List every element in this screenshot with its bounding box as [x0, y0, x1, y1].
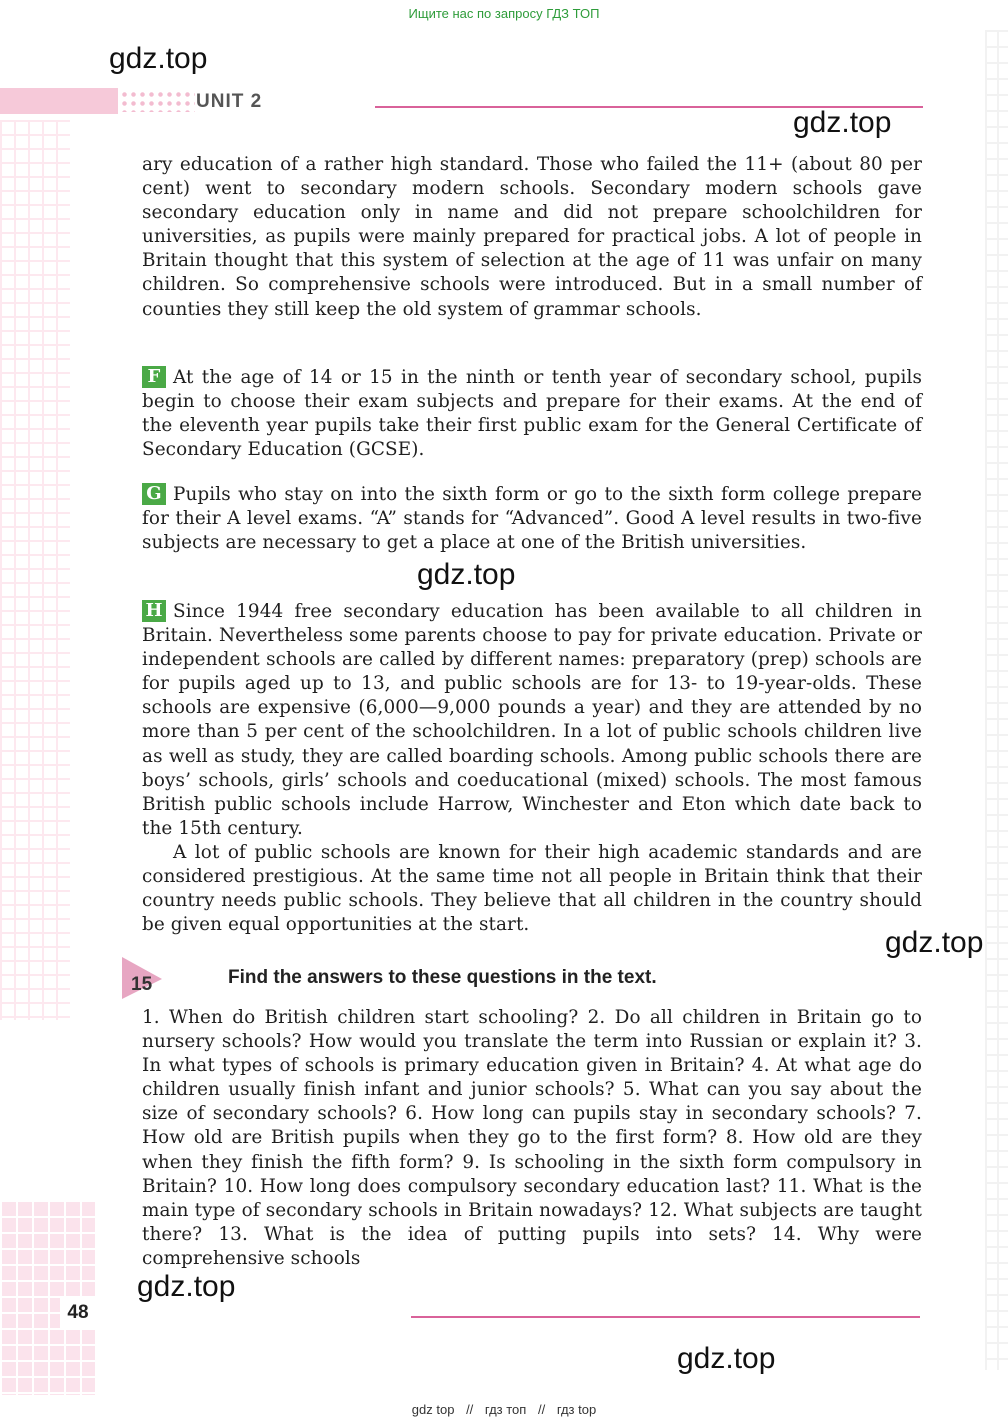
separator: // — [537, 1402, 546, 1417]
bottom-links — [0, 1402, 1008, 1417]
bottom-link[interactable]: gdz top — [411, 1402, 455, 1417]
exercise-questions — [142, 1006, 922, 1271]
exercise-number-badge — [122, 957, 162, 999]
section-letter-badge: H — [142, 600, 166, 622]
section-text: Since 1944 free secondary education has been available to all children in Britain. Nevertheless some parents choose to pay for private education. Private or independent schools are called by different names: preparatory (prep) schools are for pupils aged up to 13, and public schools are for 13- to 19-year-olds. These schools are expensive (6,000—9,000 pounds a year) and they are attended by no more than 5 per cent of the schoolchildren. In a lot of public schools children live as well as study, they are called boarding schools. Among public schools there are boys’ schools, girls’ schools and coeducational (mixed) schools. The most famous British public schools include Harrow, Winchester and Eton which date back to the 15th century. — [142, 601, 922, 839]
watermark: gdz.top — [885, 926, 984, 959]
section-text: At the age of 14 or 15 in the ninth or tenth year of secondary school, pupils begin to choose their exam subjects and prepare for their exams. At the end of the eleventh year pupils take their first public exam for the General Certificate of Secondary Education (GCSE). — [142, 367, 922, 461]
top-search-note: Ищите нас по запросу ГДЗ ТОП — [408, 6, 600, 21]
section-f — [142, 366, 922, 462]
section-text: Pupils who stay on into the sixth form or go to the sixth form college prepare for their A level exams. “A” stands for “Advanced”. Good A level results in two-five subjects are necessary to get a place at one of the British universities. — [142, 484, 922, 554]
watermark: gdz.top — [677, 1342, 776, 1375]
section-letter-badge: G — [142, 483, 166, 505]
section-h — [142, 600, 922, 937]
section-h-paragraph-2: A lot of public schools are known for their high academic standards and are considered prestigious. At the same time not all people in Britain think that their country needs public schools. They believe that all children in the country should be given equal opportunities at the start. — [142, 841, 922, 936]
section-g — [142, 483, 922, 555]
page-number: 48 — [60, 1298, 96, 1328]
watermark: gdz.top — [137, 1270, 236, 1303]
footer-rule — [411, 1316, 920, 1318]
unit-header-dots — [120, 90, 195, 112]
left-decorative-pattern — [0, 120, 70, 1020]
bottom-link[interactable]: гдз топ — [484, 1402, 527, 1417]
separator: // — [466, 1402, 474, 1417]
watermark: gdz.top — [793, 106, 892, 139]
unit-header-band — [0, 88, 118, 114]
watermark: gdz.top — [417, 558, 516, 591]
section-letter-badge: F — [142, 366, 166, 388]
bottom-link[interactable]: гдз top — [556, 1402, 597, 1417]
questions-text: 1. When do British children start schooling? 2. Do all children in Britain go to nursery schools? How would you translate the term into Russian or explain it? 3. In what types of schools is primary education given in Britain? 4. At what age do children usually finish infant and junior schools? 5. What can you say about the size of secondary schools? 6. How long can pupils stay in secondary schools? 7. How old are British pupils when they go to the first form? 8. How old are they when they finish the fifth form? 9. Is schooling in the sixth form compulsory in Britain? 10. How long does compulsory secondary education last? 11. What is the main type of secondary schools in Britain nowadays? 12. What subjects are taught there? 13. What is the idea of putting pupils into sets? 14. Why were comprehensive schools — [142, 1007, 922, 1269]
exercise-number: 15 — [131, 974, 153, 995]
exercise-title: Find the answers to these questions in the text. — [228, 967, 657, 988]
watermark: gdz.top — [109, 42, 208, 75]
unit-label: UNIT 2 — [196, 91, 263, 112]
paragraph-text: ary education of a rather high standard. Those who failed the 11+ (about 80 per cent) went to secondary modern schools. Secondary modern schools gave secondary education only in name and did not prepare schoolchildren for universities, as pupils were mainly prepared for practical jobs. A lot of people in Britain thought that this system of selection at the age of 11 was unfair on many children. So comprehensive schools were introduced. But in a small number of counties they still keep the old system of grammar schools. — [142, 154, 922, 320]
continuation-paragraph — [142, 153, 922, 322]
right-decorative-pattern — [985, 30, 1008, 1370]
